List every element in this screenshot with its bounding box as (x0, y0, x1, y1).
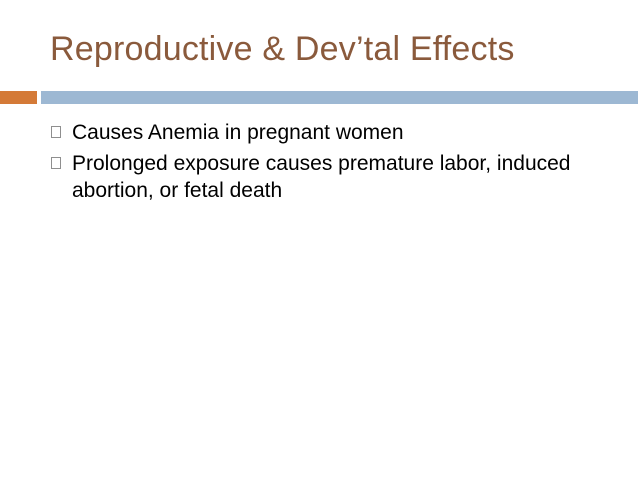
square-bullet-icon (51, 157, 61, 169)
slide-title: Reproductive & Dev’tal Effects (50, 30, 515, 68)
title-accent-bar-orange (0, 91, 37, 104)
bullet-list (50, 119, 610, 208)
bullet-text: Causes Anemia in pregnant women (72, 121, 404, 144)
bullet-item (50, 119, 610, 146)
square-bullet-icon (51, 126, 61, 138)
bullet-item (50, 150, 610, 204)
title-accent-bar-blue (41, 91, 638, 104)
bullet-text: Prolonged exposure causes premature labor, induced abortion, or fetal death (72, 152, 571, 202)
